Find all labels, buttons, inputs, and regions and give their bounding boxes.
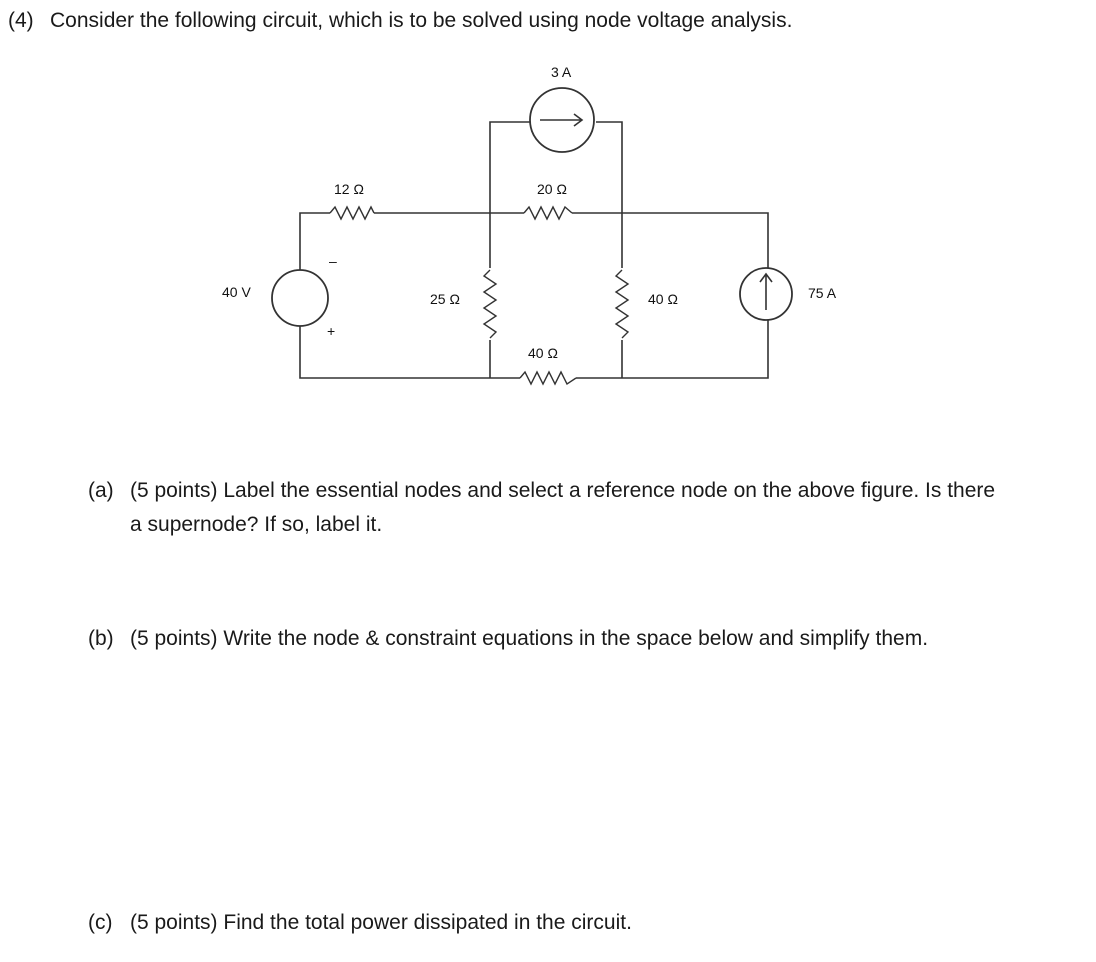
part-b-text: (5 points) Write the node & constraint equations in the space below and simplify them. [130, 627, 929, 650]
part-a-line-1: (5 points) Label the essential nodes and select a reference node on the above figure. Is there [130, 479, 996, 502]
part-b-number: (b) [88, 627, 114, 650]
wire-top-right [572, 213, 768, 268]
label-plus: + [327, 323, 336, 339]
label-3a: 3 A [551, 64, 572, 80]
part-a-number: (a) [88, 479, 114, 502]
label-20-ohm: 20 Ω [537, 181, 567, 197]
label-40-ohm-right: 40 Ω [648, 291, 678, 307]
label-75a: 75 A [808, 285, 837, 301]
circuit-diagram [0, 0, 1096, 440]
resistor-40-bottom [520, 372, 576, 384]
part-c-text: (5 points) Find the total power dissipated in the circuit. [130, 911, 632, 934]
label-12-ohm: 12 Ω [334, 181, 364, 197]
label-minus: – [329, 253, 337, 269]
label-40-ohm-bottom: 40 Ω [528, 345, 558, 361]
label-40v: 40 V [222, 284, 251, 300]
wire-right-down [620, 320, 768, 378]
part-c-number: (c) [88, 911, 113, 934]
resistor-12 [330, 207, 374, 219]
voltage-source-40v [272, 270, 328, 326]
resistor-20 [524, 207, 572, 219]
part-a-line-2: a supernode? If so, label it. [130, 513, 383, 536]
problem-number: (4) [8, 9, 34, 32]
label-25-ohm: 25 Ω [430, 291, 460, 307]
problem-prompt: Consider the following circuit, which is to be solved using node voltage analysis. [50, 9, 793, 32]
